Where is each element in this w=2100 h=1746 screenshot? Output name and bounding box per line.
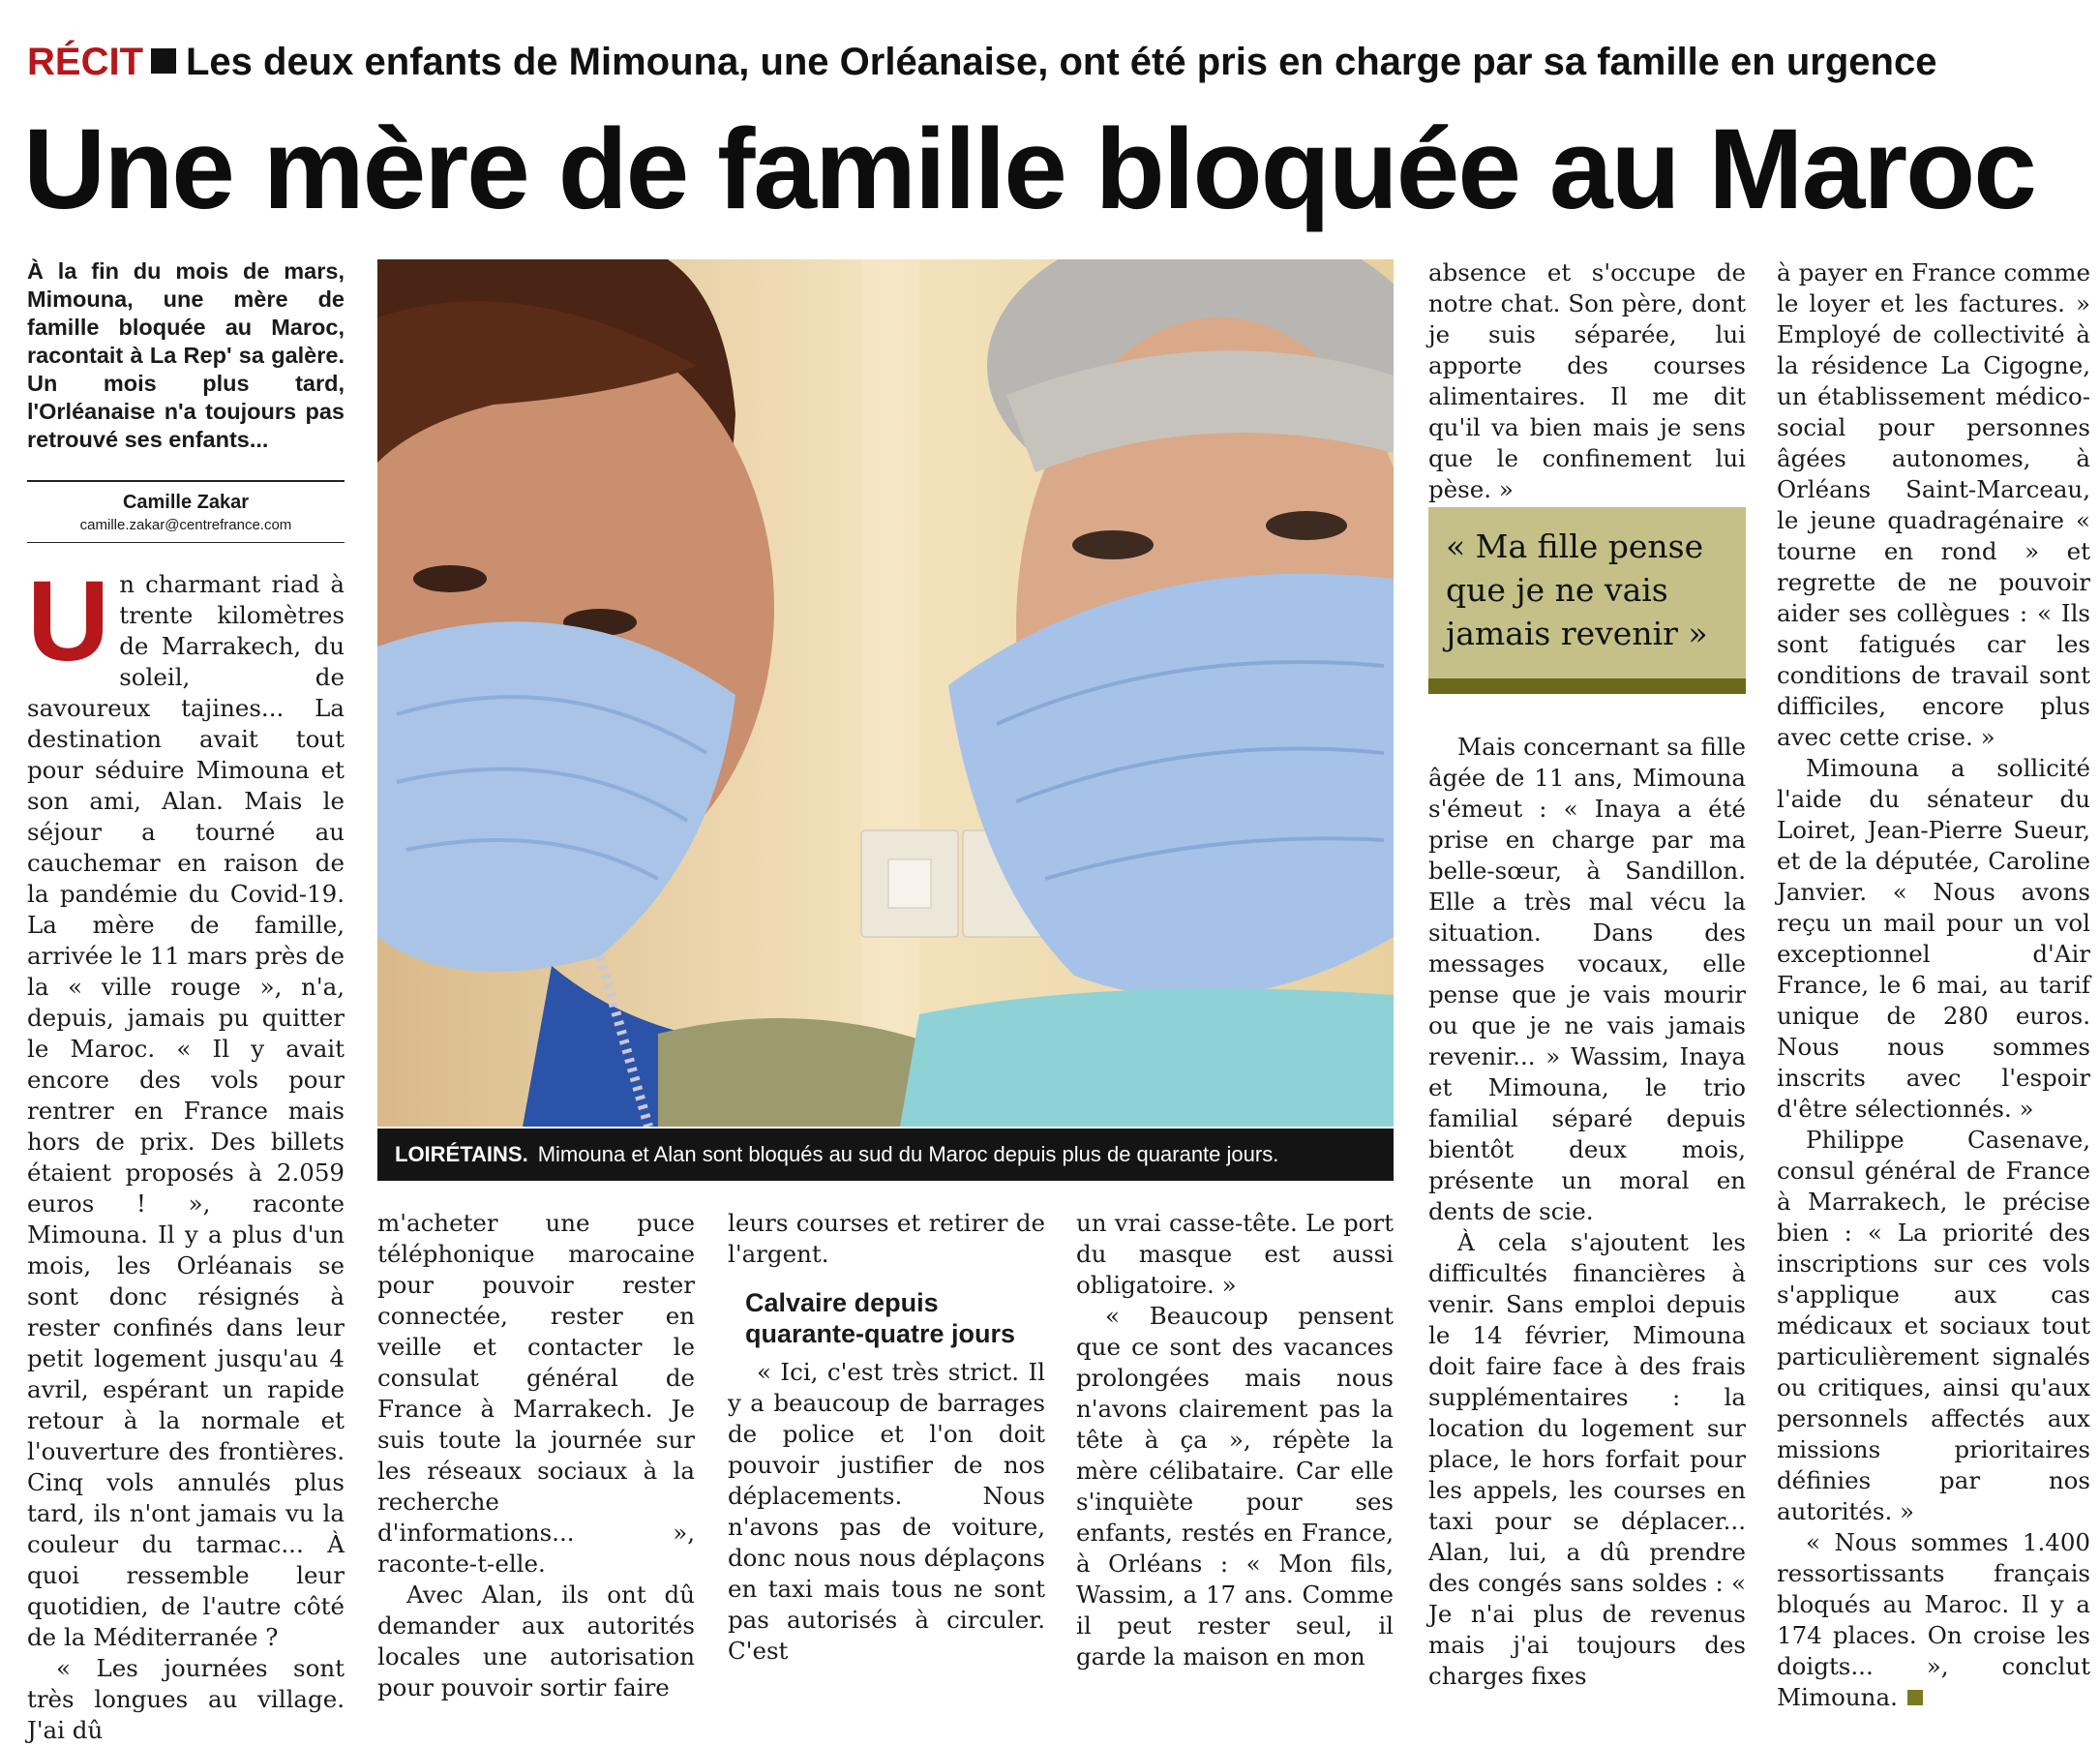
drop-cap: U xyxy=(27,557,110,685)
pull-quote: « Ma fille pense que je ne vais jamais revenir » xyxy=(1428,507,1746,694)
caption-label: LOIRÉTAINS. xyxy=(395,1142,528,1166)
article-paragraph: un vrai casse-tête. Le port du masque est aussi obligatoire. » xyxy=(1076,1209,1394,1299)
article-paragraph: m'acheter une puce téléphonique marocaine pour pouvoir rester connectée, rester en veille et contacter le consulat général de France à Marrakech. Je suis toute la journée sur les réseaux sociaux à la recherche d'informations... », raconte-t-elle. xyxy=(377,1209,695,1578)
article-column-2 xyxy=(377,1208,695,1703)
kicker-text: Les deux enfants de Mimouna, une Orléanaise, ont été pris en charge par sa famille en urgence xyxy=(186,41,1937,83)
subheading: Calvaire depuis quarante-quatre jours xyxy=(745,1288,1016,1348)
article-paragraph: Avec Alan, ils ont dû demander aux autorités locales une autorisation pour pouvoir sortir faire xyxy=(377,1580,695,1701)
section-tag: RÉCIT xyxy=(27,41,143,83)
article-paragraph: absence et s'occupe de notre chat. Son père, dont je suis séparée, lui apporte des courses alimentaires. Il me dit qu'il va bien mais je sens que le confinement lui pèse. » xyxy=(1428,258,1746,503)
photo-illustration xyxy=(377,259,1394,1127)
article-paragraph: Philippe Casenave, consul général de France à Marrakech, le précise bien : « La priorité des inscriptions sur ces vols s'applique aux cas médicaux et sociaux tout particulièrement signalés ou critiques, ainsi qu'aux personnels affectés aux missions prioritaires définies par nos autorités. » xyxy=(1777,1126,2090,1525)
article-paragraph: Mais concernant sa fille âgée de 11 ans, Mimouna s'émeut : « Inaya a été prise en charge par ma belle-sœur, à Sandillon. Elle a très mal vécu la situation. Dans des messages vocaux, elle pense que je vais mourir ou que je ne vais jamais revenir... » Wassim, Inaya et Mimouna, le trio familial séparé depuis bientôt deux mois, présente un moral en dents de scie. xyxy=(1428,733,1746,1225)
article-photo xyxy=(377,259,1394,1127)
kicker xyxy=(27,37,2079,87)
article-paragraph: « Ici, c'est très strict. Il y a beaucoup de barrages de police et l'on doit pouvoir justifier de nos déplacements. Nous n'avons pas de voiture, donc nous nous déplaçons en taxi mais tous ne sont pas autorisés à circuler. C'est xyxy=(728,1358,1045,1665)
article-paragraph: « Nous sommes 1.400 ressortissants français bloqués au Maroc. Il y a 174 places. On croise les doigts... », conclut Mimouna. xyxy=(1777,1528,2090,1711)
article-paragraph: « Les journées sont très longues au village. J'ai dû xyxy=(27,1654,345,1744)
article-column-5-top xyxy=(1428,257,1746,505)
end-mark-icon xyxy=(1907,1690,1923,1705)
article-column-6 xyxy=(1777,257,2090,1713)
article-paragraph: à payer en France comme le loyer et les factures. » Employé de collectivité à la résidence La Cigogne, un établissement médico-social pour personnes âgées autonomes, à Orléans Saint-Marceau, le jeune quadragénaire « tourne en rond » et regrette de ne pouvoir aider ses collègues : « Ils sont fatigués car les conditions de travail sont difficiles, encore plus avec cette crise. » xyxy=(1777,258,2090,751)
caption-text: Mimouna et Alan sont bloqués au sud du Maroc depuis plus de quarante jours. xyxy=(537,1142,1279,1166)
article-column-5-bottom xyxy=(1428,732,1746,1692)
article-column-3 xyxy=(728,1208,1045,1667)
headline: Une mère de famille bloquée au Maroc xyxy=(23,105,2035,233)
article-paragraph: leurs courses et retirer de l'argent. xyxy=(728,1209,1045,1268)
lead-paragraph: À la fin du mois de mars, Mimouna, une mère de famille bloquée au Maroc, racontait à La Rep' sa galère. Un mois plus tard, l'Orléanaise n'a toujours pas retrouvé ses enfants... xyxy=(27,258,345,452)
article-paragraph: Un charmant riad à trente kilomètres de Marrakech, du soleil, de savoureux tajines... La destination avait tout pour séduire Mimouna et son ami, Alan. Mais le séjour a tourné au cauchemar en raison de la pandémie du Covid-19. La mère de famille, arrivée le 11 mars près de la « ville rouge », n'a, depuis, jamais pu quitter le Maroc. « Il y avait encore des vols pour rentrer en France mais hors de prix. Des billets étaient proposés à 2.059 euros ! », raconte Mimouna. Il y a plus d'un mois, les Orléanais se sont donc résignés à rester confinés dans leur petit logement jusqu'au 4 avril, espérant un rapide retour à la normale et l'ouverture des frontières. Cinq vols annulés plus tard, ils n'ont jamais vu la couleur du tarmac... À quoi ressemble leur quotidien, de l'autre côté de la Méditerranée ? xyxy=(27,557,345,1651)
square-bullet-icon xyxy=(151,48,176,74)
article-column-4 xyxy=(1076,1208,1394,1672)
article-paragraph: « Beaucoup pensent que ce sont des vacances prolongées mais nous n'avons clairement pas la tête à ça », répète la mère célibataire. Car elle s'inquiète pour ses enfants, restés en France, à Orléans : « Mon fils, Wassim, a 17 ans. Comme il peut rester seul, il garde la maison en mon xyxy=(1076,1302,1394,1671)
byline xyxy=(27,480,345,543)
article-paragraph: Mimouna a sollicité l'aide du sénateur du Loiret, Jean-Pierre Sueur, et de la députée, Caroline Janvier. « Nous avons reçu un mail pour un vol exceptionnel d'Air France, le 6 mai, au tarif unique de 280 euros. Nous nous sommes inscrits avec l'espoir d'être sélectionnés. » xyxy=(1777,754,2090,1123)
article-paragraph: À cela s'ajoutent les difficultés financières à venir. Sans emploi depuis le 14 février, Mimouna doit faire face à des frais supplémentaires : la location du logement sur place, le hors forfait pour les appels, les courses en taxi pour se déplacer... Alan, lui, a dû prendre des congés sans soldes : « Je n'ai plus de revenus mais j'ai toujours des charges fixes xyxy=(1428,1228,1746,1690)
photo-caption xyxy=(377,1129,1394,1181)
author-name: Camille Zakar xyxy=(122,492,250,513)
article-column-1 xyxy=(27,557,345,1746)
author-email[interactable]: camille.zakar@centrefrance.com xyxy=(79,517,292,533)
